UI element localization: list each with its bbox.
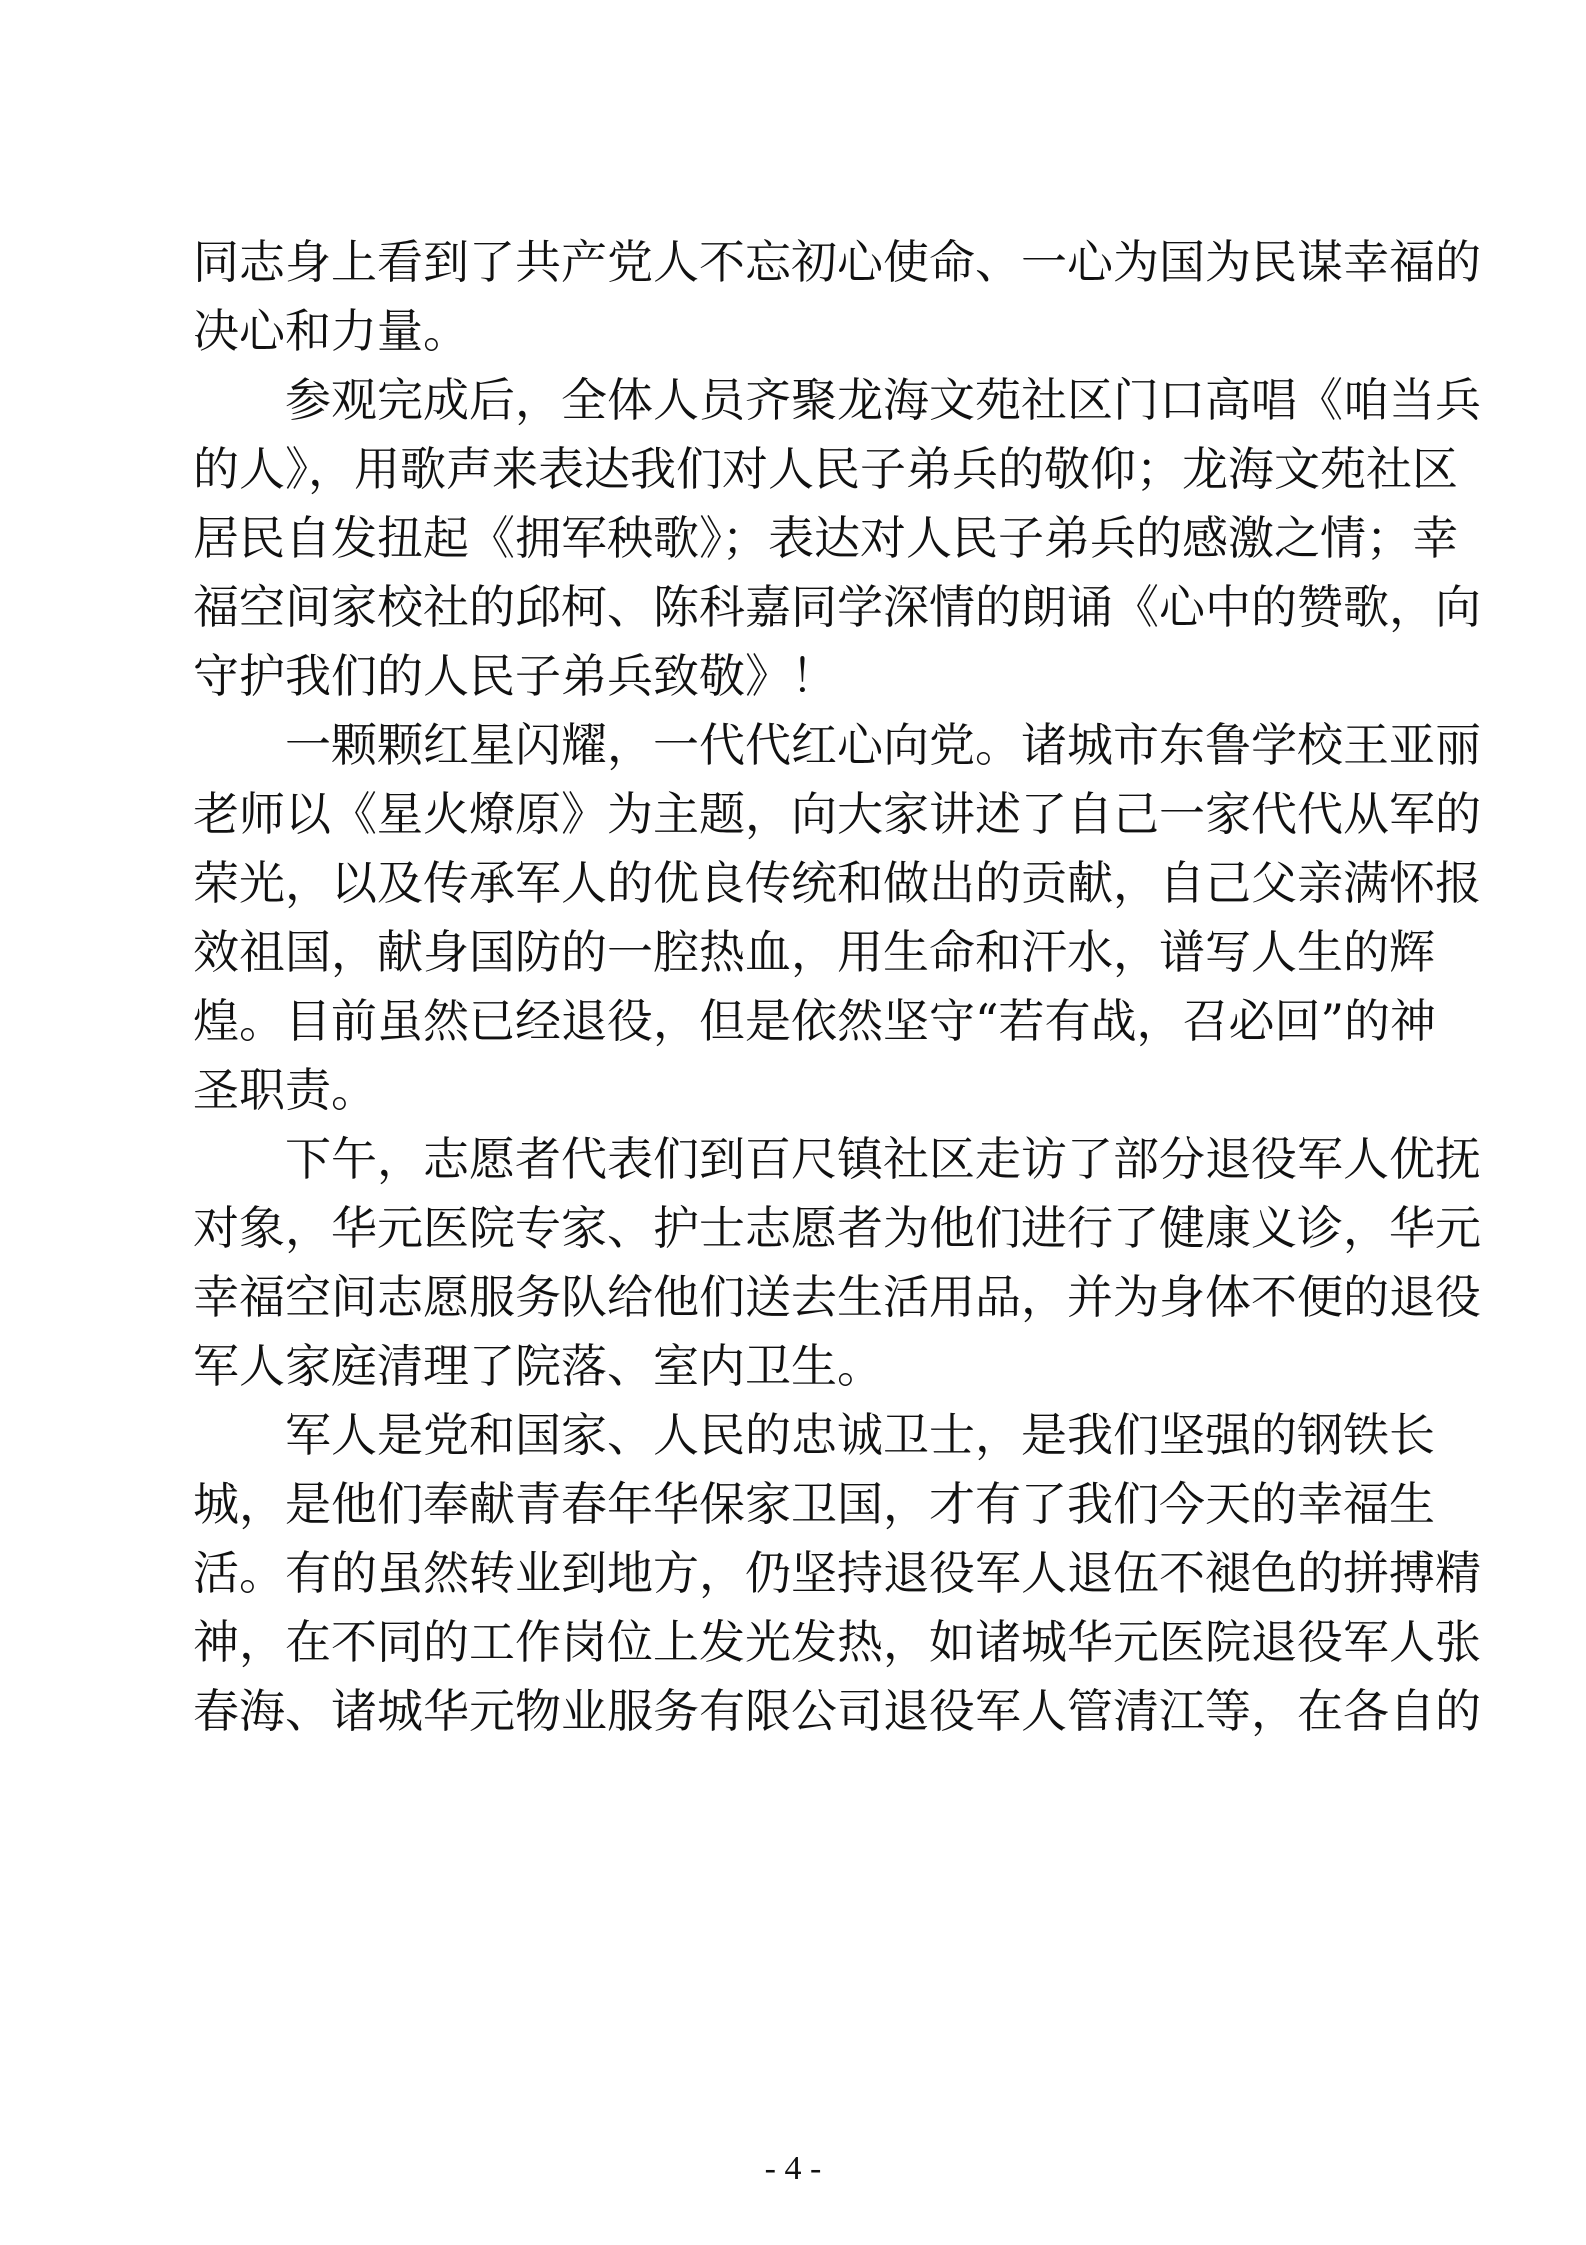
text-line: 圣职责。 (193, 1063, 377, 1117)
text-line: 军人家庭清理了院落、室内卫生。 (193, 1339, 883, 1393)
text-line: 的人》，用歌声来表达我们对人民子弟兵的敬仰；龙海文苑社区 (193, 442, 1458, 496)
text-line: 军人是党和国家、人民的忠诚卫士，是我们坚强的钢铁长 (285, 1408, 1435, 1462)
text-line: 下午，志愿者代表们到百尺镇社区走访了部分退役军人优抚 (285, 1132, 1481, 1186)
text-line: 荣光，以及传承军人的优良传统和做出的贡献，自己父亲满怀报 (193, 856, 1481, 910)
text-line: 效祖国，献身国防的一腔热血，用生命和汗水，谱写人生的辉 (193, 925, 1435, 979)
body-text (193, 228, 1481, 1746)
text-line: 煌。目前虽然已经退役，但是依然坚守“若有战，召必回”的神 (193, 994, 1437, 1048)
text-line: 决心和力量。 (193, 304, 469, 358)
text-line: 老师以《星火燎原》为主题，向大家讲述了自己一家代代从军的 (193, 787, 1481, 841)
text-line: 对象，华元医院专家、护士志愿者为他们进行了健康义诊，华元 (193, 1201, 1481, 1255)
text-line: 守护我们的人民子弟兵致敬》！ (193, 649, 837, 703)
text-line: 城，是他们奉献青春年华保家卫国，才有了我们今天的幸福生 (193, 1477, 1435, 1531)
text-line: 福空间家校社的邱柯、陈科嘉同学深情的朗诵《心中的赞歌，向 (193, 580, 1481, 634)
text-line: 春海、诸城华元物业服务有限公司退役军人管清江等，在各自的 (193, 1684, 1481, 1738)
text-line: 居民自发扭起《拥军秧歌》；表达对人民子弟兵的感激之情；幸 (193, 511, 1458, 565)
text-line: 一颗颗红星闪耀，一代代红心向党。诸城市东鲁学校王亚丽 (285, 718, 1481, 772)
text-line: 活。有的虽然转业到地方，仍坚持退役军人退伍不褪色的拼搏精 (193, 1546, 1481, 1600)
text-line: 幸福空间志愿服务队给他们送去生活用品，并为身体不便的退役 (193, 1270, 1481, 1324)
text-line: 参观完成后，全体人员齐聚龙海文苑社区门口高唱《咱当兵 (285, 373, 1481, 427)
text-line: 同志身上看到了共产党人不忘初心使命、一心为国为民谋幸福的 (193, 235, 1481, 289)
text-line: 神，在不同的工作岗位上发光发热，如诸城华元医院退役军人张 (193, 1615, 1481, 1669)
page-number: - 4 - (764, 2150, 822, 2187)
